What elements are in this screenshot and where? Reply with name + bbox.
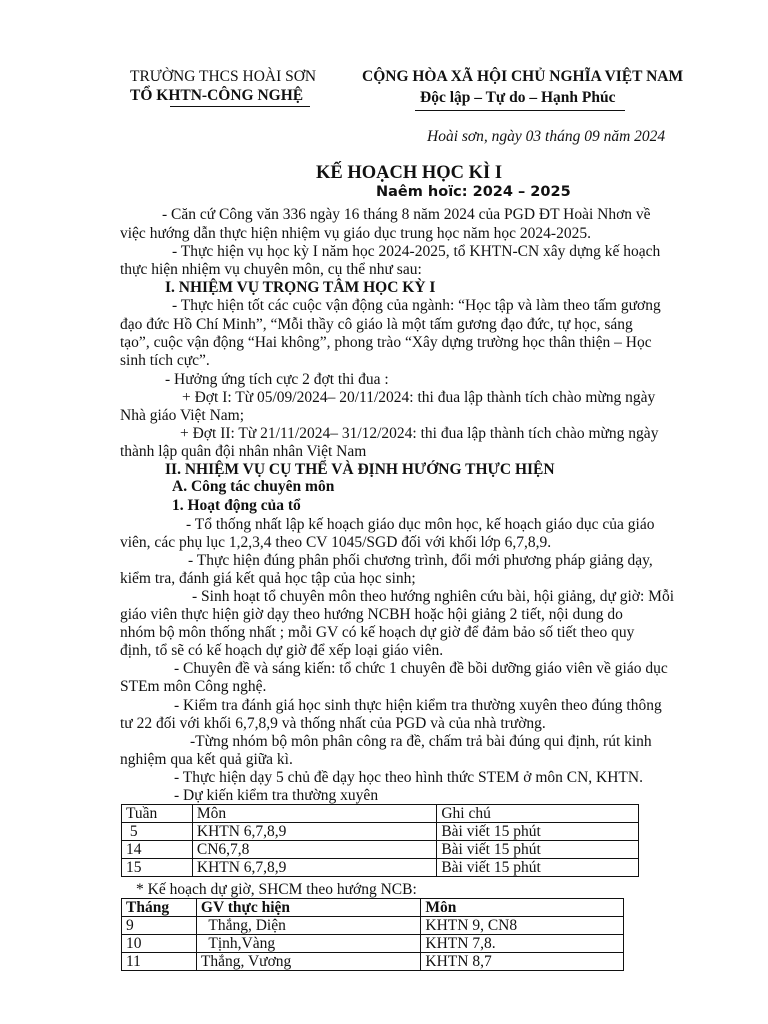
national-motto: Độc lập – Tự do – Hạnh Phúc bbox=[420, 89, 616, 106]
table-cell: CN6,7,8 bbox=[192, 841, 436, 859]
table-header: GV thực hiện bbox=[196, 899, 420, 917]
paragraph-line: Nhà giáo Việt Nam; bbox=[120, 407, 245, 424]
table-row bbox=[122, 953, 624, 971]
table-cell: Thắng, Vương bbox=[196, 953, 420, 971]
paragraph-line: -Từng nhóm bộ môn phân công ra đề, chấm trả bài đúng qui định, rút kinh bbox=[190, 733, 652, 750]
table-header: Tháng bbox=[122, 899, 197, 917]
paragraph-line: nghiệm qua kết quả giữa kì. bbox=[120, 751, 293, 768]
table-cell: Bài viết 15 phút bbox=[437, 823, 639, 841]
table-cell: 11 bbox=[122, 953, 197, 971]
table-cell: KHTN 6,7,8,9 bbox=[192, 823, 436, 841]
paragraph-line: tư 22 đối với khối 6,7,8,9 và thống nhất của PGD và của nhà trường. bbox=[120, 715, 546, 732]
paragraph-line: - Kiểm tra đánh giá học sinh thực hiện kiểm tra thường xuyên theo đúng thông bbox=[174, 697, 662, 714]
paragraph-line: đạo đức Hồ Chí Minh”, “Mỗi thầy cô giáo là một tấm gương đạo đức, tự học, sáng bbox=[120, 316, 633, 333]
paragraph-line: - Căn cứ Công văn 336 ngày 16 tháng 8 năm 2024 của PGD ĐT Hoài Nhơn về bbox=[162, 206, 651, 223]
paragraph-line: định, tổ sẽ có kế hoạch dự giờ để xếp loại giáo viên. bbox=[120, 642, 444, 659]
table-cell: 9 bbox=[122, 917, 197, 935]
motto-underline bbox=[415, 110, 625, 111]
school-year-subtitle: Naêm hoïc: 2024 – 2025 bbox=[376, 184, 571, 200]
paragraph-line: thành lập quân đội nhân nhân Việt Nam bbox=[120, 443, 367, 460]
date-line: Hoài sơn, ngày 03 tháng 09 năm 2024 bbox=[427, 128, 666, 145]
table2-caption: * Kế hoạch dự giờ, SHCM theo hướng NCB: bbox=[136, 881, 417, 898]
table-cell: KHTN 9, CN8 bbox=[421, 917, 624, 935]
paragraph-line: kiểm tra, đánh giá kết quả học tập của học sinh; bbox=[120, 570, 416, 587]
paragraph-line: - Sinh hoạt tổ chuyên môn theo hướng nghiên cứu bài, hội giảng, dự giờ: Mỗi bbox=[192, 588, 674, 605]
subsection-heading: A. Công tác chuyên môn bbox=[172, 478, 335, 495]
table-cell: 14 bbox=[122, 841, 193, 859]
paragraph-line: giáo viên thực hiện giờ dạy theo hướng NCBH hoặc hội giảng 2 tiết, nội dung do bbox=[120, 606, 623, 623]
paragraph-line: thực hiện nhiệm vụ chuyên môn, cụ thể như sau: bbox=[120, 261, 422, 278]
paragraph-line: - Thực hiện đúng phân phối chương trình, đổi mới phương pháp giảng dạy, bbox=[188, 552, 653, 569]
table-header: Môn bbox=[192, 805, 436, 823]
dept-underline bbox=[170, 106, 310, 107]
paragraph-line: - Tổ thống nhất lập kế hoạch giáo dục môn học, kế hoạch giáo dục của giáo bbox=[186, 516, 655, 533]
paragraph-line: + Đợt II: Từ 21/11/2024– 31/12/2024: thi đua lập thành tích chào mừng ngày bbox=[180, 425, 659, 442]
paragraph-line: - Thực hiện vụ học kỳ I năm học 2024-2025, tổ KHTN-CN xây dựng kế hoạch bbox=[172, 243, 661, 260]
section-heading-2: II. NHIỆM VỤ CỤ THỂ VÀ ĐỊNH HƯỚNG THỰC HIỆN bbox=[165, 461, 555, 478]
paragraph-line: - Thực hiện dạy 5 chủ đề dạy học theo hình thức STEM ở môn CN, KHTN. bbox=[174, 769, 643, 786]
table-header-row bbox=[122, 805, 639, 823]
paragraph-line: + Đợt I: Từ 05/09/2024– 20/11/2024: thi đua lập thành tích chào mừng ngày bbox=[182, 389, 656, 406]
table-row bbox=[122, 859, 639, 877]
table-cell: 5 bbox=[122, 823, 193, 841]
table-cell: Bài viết 15 phút bbox=[437, 841, 639, 859]
observation-plan-table bbox=[121, 898, 624, 971]
table-cell: 10 bbox=[122, 935, 197, 953]
table-header: Tuần bbox=[122, 805, 193, 823]
paragraph-line: viên, các phụ lục 1,2,3,4 theo CV 1045/SGD đối với khối lớp 6,7,8,9. bbox=[120, 534, 552, 551]
paragraph-line: STEm môn Công nghệ. bbox=[120, 678, 267, 695]
paragraph-line: sinh tích cực”. bbox=[120, 352, 210, 369]
paragraph-line: - Dự kiến kiểm tra thường xuyên bbox=[174, 787, 379, 804]
paragraph-line: - Hưởng ứng tích cực 2 đợt thi đua : bbox=[165, 371, 389, 388]
subsection-heading: 1. Hoạt động của tổ bbox=[172, 497, 301, 514]
table-cell: Tịnh,Vàng bbox=[196, 935, 420, 953]
table-cell: Bài viết 15 phút bbox=[437, 859, 639, 877]
table-row bbox=[122, 841, 639, 859]
table-header-row bbox=[122, 899, 624, 917]
table-cell: KHTN 7,8. bbox=[421, 935, 624, 953]
nation-title: CỘNG HÒA XÃ HỘI CHỦ NGHĨA VIỆT NAM bbox=[362, 68, 684, 85]
department-name: TỔ KHTN-CÔNG NGHỆ bbox=[130, 87, 304, 104]
table-header: Môn bbox=[421, 899, 624, 917]
paragraph-line: việc hướng dẫn thực hiện nhiệm vụ giáo dục trung học năm học 2024-2025. bbox=[120, 225, 591, 242]
school-name: TRƯỜNG THCS HOÀI SƠN bbox=[130, 68, 317, 85]
paragraph-line: tạo”, cuộc vận động “Hai không”, phong trào “Xây dựng trường học thân thiện – Học bbox=[120, 334, 652, 351]
section-heading-1: I. NHIỆM VỤ TRỌNG TÂM HỌC KỲ I bbox=[165, 279, 436, 296]
table-row bbox=[122, 935, 624, 953]
table-cell: KHTN 6,7,8,9 bbox=[192, 859, 436, 877]
table-row bbox=[122, 823, 639, 841]
document-title: KẾ HOẠCH HỌC KÌ I bbox=[316, 163, 503, 183]
table-row bbox=[122, 917, 624, 935]
table-cell: 15 bbox=[122, 859, 193, 877]
paragraph-line: nhóm bộ môn thống nhất ; mỗi GV có kế hoạch dự giờ để đảm bảo số tiết theo quy bbox=[120, 624, 635, 641]
paragraph-line: - Thực hiện tốt các cuộc vận động của ngành: “Học tập và làm theo tấm gương bbox=[172, 297, 661, 314]
table-cell: KHTN 8,7 bbox=[421, 953, 624, 971]
table-header: Ghi chú bbox=[437, 805, 639, 823]
table-cell: Thắng, Diện bbox=[196, 917, 420, 935]
test-schedule-table bbox=[121, 804, 639, 877]
paragraph-line: - Chuyên đề và sáng kiến: tổ chức 1 chuyên đề bồi dưỡng giáo viên về giáo dục bbox=[174, 660, 668, 677]
